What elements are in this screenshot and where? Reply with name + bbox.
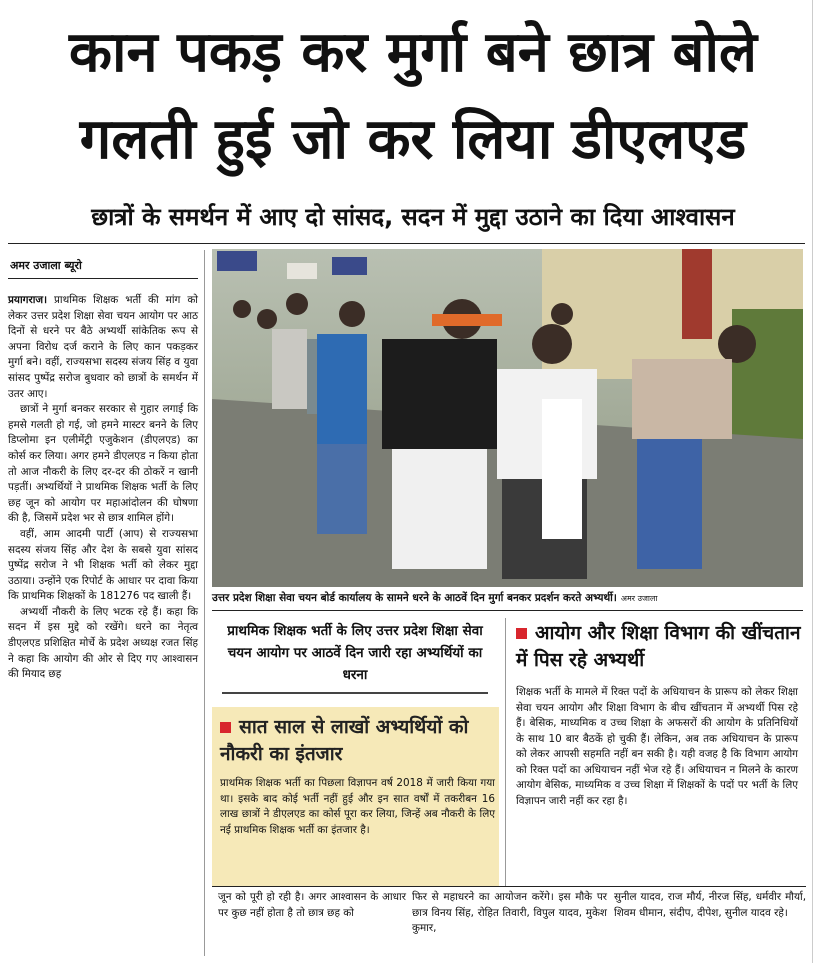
pull-quote-rule [222, 692, 488, 694]
side-box-heading-text: आयोग और शिक्षा विभाग की खींचतान में पिस रहे अभ्यर्थी [516, 622, 801, 671]
red-square-icon [220, 722, 231, 733]
highlight-box-body: प्राथमिक शिक्षक भर्ती का पिछला विज्ञापन वर्ष 2018 में जारी किया गया था। इसके बाद कोई भर्ती नहीं हुई और इन सात वर्षों में तकरीबन 16 लाख छात्रों ने डीएलएड का कोर्स पूरा कर लिया, जिन्हें अब नौकरी के लिए नई प्राथमिक शिक्षक भर्ती का इंतजार है। [220, 777, 495, 836]
caption-divider [212, 610, 803, 611]
highlight-box-heading-text: सात साल से लाखों अभ्यर्थियों को नौकरी का इंतजार [220, 716, 469, 765]
byline-divider [8, 278, 198, 279]
pull-quote: प्राथमिक शिक्षक भर्ती के लिए उत्तर प्रदेश शिक्षा सेवा चयन आयोग पर आठवें दिन जारी रहा अभ्यर्थियों का धरना [227, 623, 483, 683]
side-box-heading [516, 620, 806, 674]
photo-credit: अमर उजाला [620, 594, 658, 603]
photo-caption [212, 590, 803, 607]
byline: अमर उजाला ब्यूरो [10, 259, 82, 272]
protest-photo [212, 249, 803, 587]
paragraph-1-text: प्राथमिक शिक्षक भर्ती की मांग को लेकर उत्तर प्रदेश शिक्षा सेवा चयन आयोग पर आठ दिनों से धरने पर बैठे अभ्यर्थी सांकेतिक रूप से अपना विरोध दर्ज कराने के लिए कान पकड़कर मुर्गा बने। वहीं, राज्यसभा सदस्य संजय सिंह व युवा सांसद पुष्पेंद्र सरोज बुधवार को छात्रों के समर्थन में उतर आए। [8, 294, 198, 400]
article-column-2: जून को पूरी हो रही है। अगर आश्वासन के आधार पर कुछ नहीं होता है तो छात्र छह को [218, 891, 406, 919]
article-column-3: फिर से महाधरने का आयोजन करेंगे। इस मौके पर छात्र विनय सिंह, रोहित तिवारी, विपुल यादव, मुकेश कुमार, [412, 891, 607, 935]
dateline: प्रयागराज। [8, 294, 48, 306]
paragraph-4: अभ्यर्थी नौकरी के लिए भटक रहे हैं। कहा कि सदन में इस मुद्दे को रखेंगे। धरने का नेतृत्व डीएलएड प्रशिक्षित मोर्चे के प्रदेश अध्यक्ष रजत सिंह ने कहा कि आयोग की ओर से दिए गए आश्वासन की मियाद छह [8, 605, 198, 681]
paragraph-2: छात्रों ने मुर्गा बनकर सरकार से गुहार लगाई कि हमसे गलती हो गई, जो हमने मास्टर बनने के लिए डिप्लोमा इन एलीमेंट्री एजुकेशन (डीएलएड) का कोर्स कर लिया। अगर हमने डीएलएड न किया होता तो आज नौकरी के लिए दर-दर की ठोकरें न खानी पड़तीं। अभ्यर्थियों ने प्राथमिक शिक्षक भर्ती के लिए छह जून को आयोग पर महाआंदोलन की घोषणा की है, जिसमें प्रदेश भर से छात्र शामिल होंगे। [8, 403, 198, 525]
highlight-box-heading [220, 714, 495, 768]
article-column-1 [8, 293, 198, 683]
headline-line-2: गलती हुई जो कर लिया डीएलएड [79, 107, 747, 172]
subheadline: छात्रों के समर्थन में आए दो सांसद, सदन में मुद्दा उठाने का दिया आश्वासन [91, 203, 735, 231]
side-box-divider [505, 618, 506, 886]
column-divider [204, 250, 205, 956]
bottom-divider [212, 886, 806, 887]
headline-line-1: कान पकड़ कर मुर्गा बने छात्र बोले [69, 20, 757, 85]
adjacent-page-edge [812, 0, 826, 963]
side-box-body: शिक्षक भर्ती के मामले में रिक्त पदों के अधियाचन के प्रारूप को लेकर शिक्षा सेवा चयन आयोग और शिक्षा विभाग के बीच खींचतान में अभ्यर्थी पिस रहे हैं। बेसिक, माध्यमिक व उच्च शिक्षा के अफसरों की आयोग के प्रतिनिधियों के साथ 10 बार बैठकें हो चुकी हैं। लेकिन, अब तक अधियाचन के प्रारूप को लेकर आपसी सहमति नहीं बन सकी है। यही वजह है कि विभाग आयोग को रिक्त पदों का अधियाचन नहीं भेज रहे हैं। अधियाचन न मिलने के कारण आयोग बेसिक, माध्यमिक व उच्च शिक्षा में शिक्षकों के पदों पर भर्ती के लिए विज्ञापन जारी नहीं कर रहा है। [516, 686, 798, 807]
paragraph-3: वहीं, आम आदमी पार्टी (आप) से राज्यसभा सदस्य संजय सिंह और देश के सबसे युवा सांसद पुष्पेंद्र सरोज ने भी शिक्षक भर्ती को लेकर मुद्दा उठाया। उन्होंने एक रिपोर्ट के आधार पर दावा किया कि प्राथमिक शिक्षकों के 181276 पद खाली हैं। [8, 527, 198, 603]
top-divider [8, 243, 805, 244]
photo-caption-text: उत्तर प्रदेश शिक्षा सेवा चयन बोर्ड कार्यालय के सामने धरने के आठवें दिन मुर्गा बनकर प्रदर्शन करते अभ्यर्थी। [212, 592, 617, 604]
article-column-4: सुनील यादव, राज मौर्य, नीरज सिंह, धर्मवीर मौर्या, शिवम धीमान, संदीप, दीपेश, सुनील यादव रहे। [614, 891, 806, 919]
protest-photo-illustration [212, 249, 803, 587]
red-square-icon [516, 628, 527, 639]
paragraph-1 [8, 293, 198, 402]
